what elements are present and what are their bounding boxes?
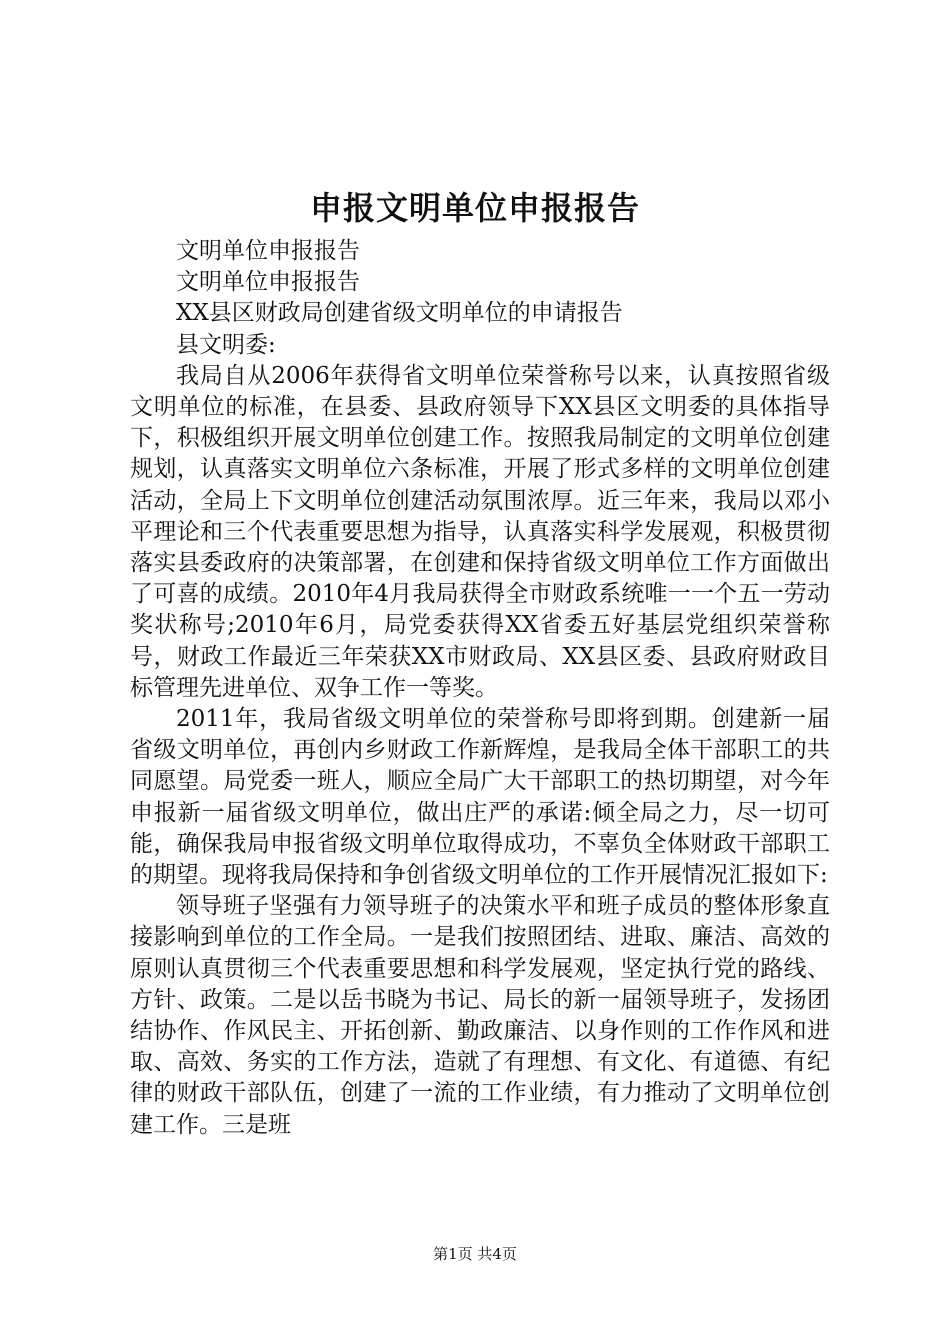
paragraph-report-heading: XX县区财政局创建省级文明单位的申请报告 bbox=[176, 300, 623, 327]
page-footer: 第1页 共4页 bbox=[433, 1245, 517, 1263]
paragraph-subtitle-2: 文明单位申报报告 bbox=[176, 269, 360, 296]
paragraph-salutation: 县文明委: bbox=[176, 331, 276, 358]
document-body bbox=[130, 236, 830, 1141]
document-title: 申报文明单位申报报告 bbox=[309, 189, 640, 227]
paragraph-body-2: 2011年，我局省级文明单位的荣誉称号即将到期。创建新一届省级文明单位，再创内乡财政工作新辉煌，是我局全体干部职工的共同愿望。局党委一班人，顺应全局广大干部职工的热切期望，对今年申报新一届省级文明单位，做出庄严的承诺:倾全局之力，尽一切可能，确保我局申报省级文明单位取得成功，不辜负全体财政干部职工的期望。现将我局保持和争创省级文明单位的工作开展情况汇报如下: bbox=[130, 706, 830, 889]
paragraph-body-1: 我局自从2006年获得省文明单位荣誉称号以来，认真按照省级文明单位的标准，在县委、县政府领导下XX县区文明委的具体指导下，积极组织开展文明单位创建工作。按照我局制定的文明单位创建规划，认真落实文明单位六条标准，开展了形式多样的文明单位创建活动，全局上下文明单位创建活动氛围浓厚。近三年来，我局以邓小平理论和三个代表重要思想为指导，认真落实科学发展观，积极贯彻落实县委政府的决策部署，在创建和保持省级文明单位工作方面做出了可喜的成绩。2010年4月我局获得全市财政系统唯一一个五一劳动奖状称号;2010年6月，局党委获得XX省委五好基层党组织荣誉称号，财政工作最近三年荣获XX市财政局、XX县区委、县政府财政目标管理先进单位、双争工作一等奖。 bbox=[130, 362, 830, 701]
paragraph-subtitle-1: 文明单位申报报告 bbox=[176, 238, 360, 264]
paragraph-body-3: 领导班子坚强有力领导班子的决策水平和班子成员的整体形象直接影响到单位的工作全局。一是我们按照团结、进取、廉洁、高效的原则认真贯彻三个代表重要思想和科学发展观，坚定执行党的路线、方针、政策。二是以岳书晓为书记、局长的新一届领导班子，发扬团结协作、作风民主、开拓创新、勤政廉洁、以身作则的工作作风和进取、高效、务实的工作方法，造就了有理想、有文化、有道德、有纪律的财政干部队伍，创建了一流的工作业绩，有力推动了文明单位创建工作。三是班 bbox=[130, 893, 830, 1138]
